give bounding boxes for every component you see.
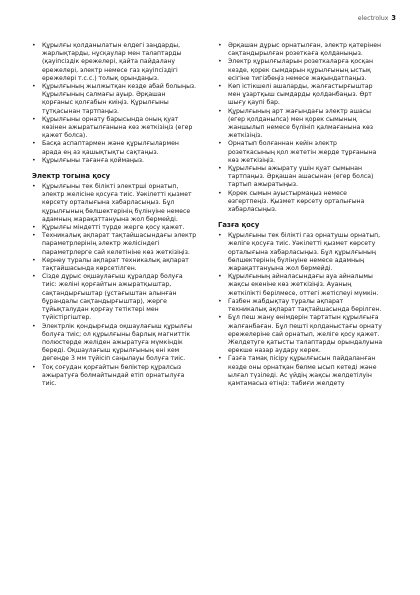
electrical-connection-list: [32, 183, 198, 388]
list-item: • Құрылғының жылжытқан кезде абай болыңыз. Құрылғының салмағы ауыр. Әрқашан қорғаныс қолғабын киіңіз. Құрылғыны тұтқасынан тартпаңыз.: [32, 83, 198, 116]
list-item: • Бұл пеш жану өнімдерін тартатын құрылғыға жалғанбаған. Бұл пешті қолданыстағы орнату ережелеріне сай орнатып, желіге қосу қажет. Желдетуге қатысты талаптарды орындалуына ерекше назар аудару керек.: [218, 314, 384, 355]
list-item: • Құрылғы қолданылатын елдегі заңдарды, жарлықтарды, нұсқаулар мен талаптарды (қауіпсіздік ережелері, қайта пайдалану ережелері, электр немесе газ қауіпсіздігі ережелері т.с.с.) толық орындаңыз.: [32, 42, 198, 83]
list-item: • Газға тамақ пісіру құрылғысын пайдаланған кезде оны орнатқан бөлме ысып кетеді және ылғал түзіледі. Ас үйдің жақсы желдетілуін қамтамасыз етіңіз: табиғи желдету: [218, 355, 384, 388]
list-item: • Құрылғыны тағанға қоймаңыз.: [32, 157, 198, 165]
left-column: [32, 42, 198, 388]
list-item: • Әрқашан дұрыс орнатылған, электр қатерінен сақтандырылған розеткаға қолданыңыз.: [218, 42, 384, 58]
list-item: • Сізде дұрыс оқшаулағыш құралдар болуға тиіс: желіні қорғайтын ажыратқыштар, сақтандырғыштар (ұстағыштан алынған бұрандалы сақтандырғыштар), жерге тұйықталудан қорғау тетіктері мен түйістіргіштер.: [32, 273, 198, 322]
list-item: • Құрылғыны тек білікті газ орнатушы орнатып, желіге қосуға тиіс. Уәкілетті қызмет көрсету орталығына хабарласыңыз. Бұл құрылғының бөлшектерінің бүлінуіне немесе адамның жарақаттануына жол бермейді.: [218, 232, 384, 273]
right-column: [218, 42, 384, 388]
list-item: • Электр құрылғыларын розеткаларға қосқан кезде, қорек сымдарын құрылғының ыстық есігіне тигізбеңіз немесе жақындатпаңыз.: [218, 58, 384, 83]
page-number: 3: [391, 14, 396, 22]
list-item: • Құрылғыны тек білікті электрші орнатып, электр желісіне қосуға тиіс. Уәкілетті қызмет көрсету орталығына хабарласыңыз. Бұл құрылғының бөлшектерінің бүлінуіне немесе адамның жарақаттануына жол бермейді.: [32, 183, 198, 224]
list-item: • Көп істікшелі ашаларды, жалғастырғыштар мен ұзартқыш сымдарды қолданбаңыз. Өрт шығу қаупі бар.: [218, 83, 384, 108]
list-item: • Құрылғыны орнату барысында оның қуат көзінен ажыратылғанына көз жеткізіңіз (егер қажет болса).: [32, 116, 198, 141]
list-item: • Орнатып болғаннан кейін электр розеткасының қол жететін жерде тұрғанына көз жеткізіңіз.: [218, 140, 384, 165]
brand-name: electrolux: [357, 15, 389, 22]
page-header: [358, 14, 396, 22]
list-item: • Тоқ соғудан қорғайтын бөліктер құралсыз ажыратуға болмайтындай етіп орнатылуға тиіс.: [32, 364, 198, 389]
list-item: • Техникалық ақпарат тақтайшасындағы электр параметрлерінің электр желісіндегі параметрлерге сай келетініне көз жеткізіңіз.: [32, 232, 198, 257]
safety-list: [32, 42, 198, 165]
list-item: • Құрылғыны ажырату үшін қуат сымынан тартпаңыз. Әрқашан ашасынан (егер болса) тартып ажыратыңыз.: [218, 165, 384, 190]
list-item: • Қорек сымын ауыстырмаңыз немесе өзгертпеңіз. Қызмет көрсету орталығына хабарласыңыз.: [218, 190, 384, 215]
list-item: • Құрылғының айналасындағы ауа айналымы жақсы екеніне көз жеткізіңіз. Ауаның жеткілікті берілмесе, оттегі жетіспеуі мүмкін.: [218, 273, 384, 298]
list-item: • Құрылғының арт жағындағы электр ашасы (егер қолданылса) мен қорек сымының жаншылып немесе бүлініп қалмағанына көз жеткізіңіз.: [218, 108, 384, 141]
gas-connection-list: [218, 232, 384, 388]
section-heading-electrical: Электр тогына қосу: [32, 172, 111, 181]
list-item: • Электрлік қондырғыда оқшаулағыш құрылғы болуға тиіс; ол құрылғыны барлық магниттік полюстерде желіден ажыратуға мүмкіндік береді. Оқшаулағыш құрылғының ені кем дегенде 3 мм түйісіп саңылауы болуға тиіс.: [32, 323, 198, 364]
list-item: • Газбен жабдықтау туралы ақпарат техникалық ақпарат тақтайшасында берілген.: [218, 298, 384, 314]
list-item: • Кернеу туралы ақпарат техникалық ақпарат тақтайшасында көрсетілген.: [32, 257, 198, 273]
list-item: • Құрылғы міндетті түрде жерге қосу қажет.: [32, 224, 198, 232]
electrical-continued-list: [218, 42, 384, 214]
list-item: • Басқа аспаптармен және құрылғылармен арада ең аз қашықтықты сақтаңыз.: [32, 140, 198, 156]
section-heading-gas: Газға қосу: [218, 221, 260, 230]
